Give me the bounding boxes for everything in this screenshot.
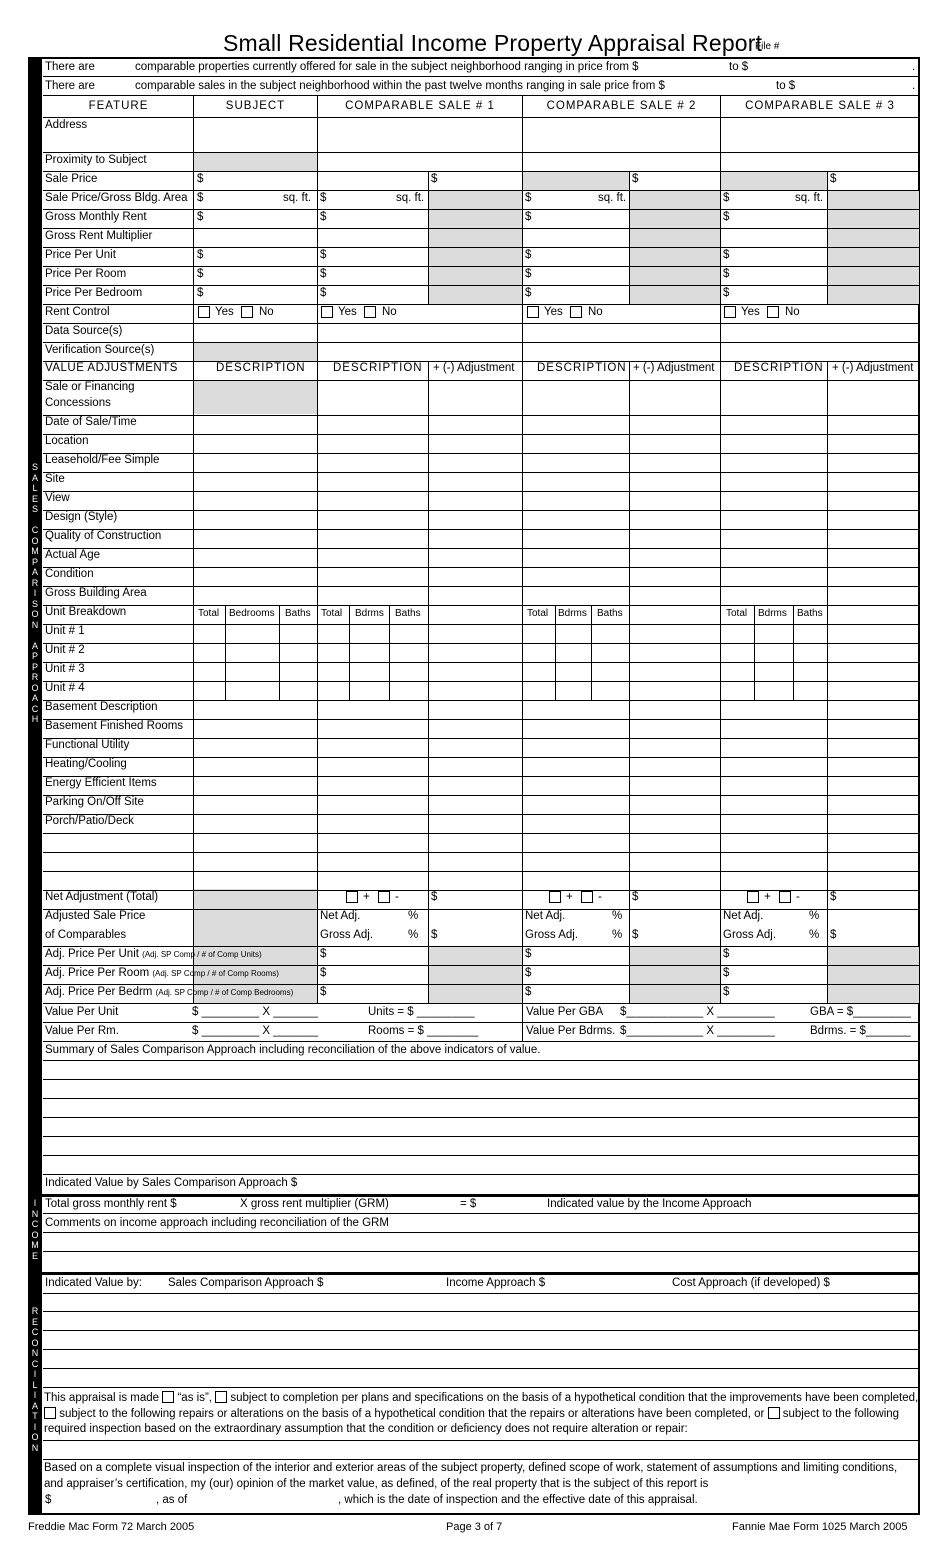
label-functional-utility: Functional Utility bbox=[45, 739, 130, 751]
shaded-cell bbox=[429, 946, 522, 1003]
comp2-dollar-3: $ bbox=[525, 287, 532, 299]
comp2-rent-control-no-checkbox[interactable] bbox=[570, 306, 582, 318]
rule-line bbox=[43, 76, 919, 77]
subject-rent-control-yes-checkbox[interactable] bbox=[198, 306, 210, 318]
rule-line bbox=[43, 190, 919, 191]
listing-there-are: There are bbox=[45, 61, 95, 73]
subject-to-inspection-checkbox[interactable] bbox=[768, 1407, 780, 1419]
header-comp2: COMPARABLE SALE # 2 bbox=[546, 100, 697, 112]
label-verification: Verification Source(s) bbox=[45, 344, 155, 356]
comp1-net-plus-checkbox[interactable] bbox=[346, 891, 358, 903]
rule-line bbox=[43, 1232, 919, 1233]
comp3-adj-dollar-0: $ bbox=[723, 948, 730, 960]
rule-line bbox=[43, 228, 919, 229]
comp3-net-minus-checkbox[interactable] bbox=[779, 891, 791, 903]
comp3-adj-dollar-1: $ bbox=[723, 967, 730, 979]
comp2-bdrms-header: Bdrms bbox=[558, 608, 587, 619]
label-view: View bbox=[45, 492, 70, 504]
column-line bbox=[522, 1003, 523, 1041]
comp1-adjusted-dollar: $ bbox=[431, 929, 438, 941]
comp3-gross-adj-pct: % bbox=[809, 929, 820, 941]
label-date-of-sale: Date of Sale/Time bbox=[45, 416, 137, 428]
rule-line bbox=[43, 117, 919, 118]
label-adjusted-sale-price: Adjusted Sale Price bbox=[45, 910, 146, 922]
column-line bbox=[193, 95, 194, 1003]
header-comp1: COMPARABLE SALE # 1 bbox=[345, 100, 495, 112]
comp1-total-header: Total bbox=[321, 608, 343, 619]
comp1-net-dollar: $ bbox=[431, 891, 438, 903]
comp3-net-adj-pct: % bbox=[809, 910, 820, 922]
recon-cost: Cost Approach (if developed) $ bbox=[672, 1277, 830, 1289]
comp3-net-plus-checkbox[interactable] bbox=[747, 891, 759, 903]
label-parking: Parking On/Off Site bbox=[45, 796, 144, 808]
comp3-sale-price-dollar: $ bbox=[830, 173, 837, 185]
summary-label: Summary of Sales Comparison Approach including reconciliation of the above indicators of value. bbox=[45, 1044, 541, 1056]
comp1-plus-label: + bbox=[363, 891, 370, 903]
file-number-label: File # bbox=[755, 41, 780, 52]
comp3-spgba-dollar: $ bbox=[723, 192, 730, 204]
label-proximity: Proximity to Subject bbox=[45, 154, 147, 166]
rule-line bbox=[43, 1213, 919, 1214]
comp3-no-label: No bbox=[785, 306, 800, 318]
rule-line bbox=[43, 472, 919, 473]
comp2-spgba-dollar: $ bbox=[525, 192, 532, 204]
column-line bbox=[827, 361, 828, 1003]
rule-line bbox=[43, 984, 919, 985]
column-line bbox=[349, 605, 350, 700]
rule-line bbox=[43, 1330, 919, 1331]
rule-line bbox=[43, 1368, 919, 1369]
label-heating-cooling: Heating/Cooling bbox=[45, 758, 127, 770]
column-line bbox=[555, 605, 556, 700]
comp3-dollar-2: $ bbox=[723, 268, 730, 280]
label-unit-3: Unit # 3 bbox=[45, 663, 85, 675]
final-as-of: , as of bbox=[156, 1494, 188, 1506]
comp1-rent-control-no-checkbox[interactable] bbox=[364, 306, 376, 318]
comp2-sqft: sq. ft. bbox=[598, 192, 627, 204]
footer-freddie-mac: Freddie Mac Form 72 March 2005 bbox=[28, 1521, 195, 1533]
column-line bbox=[279, 605, 280, 700]
column-line bbox=[317, 95, 318, 1003]
rule-line bbox=[43, 491, 919, 492]
income-eq: = $ bbox=[460, 1198, 477, 1210]
column-line bbox=[225, 605, 226, 700]
comp3-dollar-3: $ bbox=[723, 287, 730, 299]
label-unit-breakdown: Unit Breakdown bbox=[45, 606, 127, 618]
rule-line bbox=[43, 757, 919, 758]
label-of-comparables: of Comparables bbox=[45, 929, 127, 941]
comp1-net-adj-pct: % bbox=[408, 910, 419, 922]
rule-line bbox=[43, 833, 919, 834]
rule-line bbox=[43, 946, 919, 947]
rule-line bbox=[43, 1098, 919, 1099]
comp3-plus-label: + bbox=[764, 891, 771, 903]
subject-no-label: No bbox=[259, 306, 274, 318]
rule-line bbox=[43, 567, 919, 568]
comp3-sqft: sq. ft. bbox=[795, 192, 824, 204]
shaded-cell bbox=[721, 172, 827, 190]
label-sale-price: Sale Price bbox=[45, 173, 98, 185]
income-grm: X gross rent multiplier (GRM) bbox=[240, 1198, 389, 1210]
rule-line bbox=[43, 1174, 919, 1175]
sales-end: . bbox=[912, 80, 916, 92]
comp3-gross-adj-label: Gross Adj. bbox=[723, 929, 777, 941]
sales-there-are: There are bbox=[45, 80, 95, 92]
comp3-dollar-0: $ bbox=[723, 211, 730, 223]
subject-dollar-0: $ bbox=[197, 211, 204, 223]
column-line bbox=[591, 605, 592, 700]
rule-line bbox=[43, 624, 919, 625]
section-sidebar bbox=[28, 57, 42, 1515]
column-line bbox=[389, 605, 390, 700]
rule-line bbox=[43, 1311, 919, 1312]
comp3-net-dollar: $ bbox=[830, 891, 837, 903]
comp3-dollar-1: $ bbox=[723, 249, 730, 261]
label-location: Location bbox=[45, 435, 89, 447]
rule-line bbox=[43, 548, 919, 549]
rule-line bbox=[43, 662, 919, 663]
comp1-bdrms-header: Bdrms bbox=[355, 608, 384, 619]
comp2-baths-header: Baths bbox=[597, 608, 623, 619]
rule-line bbox=[43, 909, 919, 910]
comp2-dollar-0: $ bbox=[525, 211, 532, 223]
label-basement: Basement Description bbox=[45, 701, 158, 713]
column-line bbox=[629, 171, 630, 304]
value-per-room-expr: $ _________ X _______ bbox=[192, 1025, 318, 1037]
label-actual-age: Actual Age bbox=[45, 549, 100, 561]
comp1-minus-label: - bbox=[395, 891, 399, 903]
comp2-net-plus-checkbox[interactable] bbox=[549, 891, 561, 903]
rule-line bbox=[43, 453, 919, 454]
footer-page-number: Page 3 of 7 bbox=[446, 1521, 503, 1533]
column-line bbox=[522, 95, 523, 1003]
comp2-description-header: DESCRIPTION bbox=[537, 362, 627, 374]
shaded-cell bbox=[630, 946, 720, 1003]
recon-indicated-label: Indicated Value by: bbox=[45, 1277, 142, 1289]
label-condition: Condition bbox=[45, 568, 94, 580]
comp1-dollar-0: $ bbox=[320, 211, 327, 223]
comp1-gross-adj-pct: % bbox=[408, 929, 419, 941]
rule-line bbox=[43, 266, 919, 267]
label-design: Design (Style) bbox=[45, 511, 118, 523]
comp1-dollar-1: $ bbox=[320, 249, 327, 261]
column-line bbox=[754, 605, 755, 700]
comp2-dollar-1: $ bbox=[525, 249, 532, 261]
comp3-baths-header: Baths bbox=[797, 608, 823, 619]
rule-line bbox=[43, 795, 919, 796]
value-per-gba-expr: $____________ X _________ bbox=[620, 1006, 775, 1018]
income-indicated: Indicated value by the Income Approach bbox=[547, 1198, 752, 1210]
subject-sale-price-dollar: $ bbox=[197, 173, 204, 185]
comp3-total-header: Total bbox=[726, 608, 748, 619]
subject-dollar-1: $ bbox=[197, 249, 204, 261]
rule-line bbox=[43, 681, 919, 682]
footer-fannie-mae: Fannie Mae Form 1025 March 2005 bbox=[732, 1521, 908, 1533]
comp2-adj-dollar-1: $ bbox=[525, 967, 532, 979]
label-value-adjustments: VALUE ADJUSTMENTS bbox=[45, 362, 178, 374]
subject-to-completion-checkbox[interactable] bbox=[215, 1391, 227, 1403]
comp2-no-label: No bbox=[588, 306, 603, 318]
rule-line bbox=[43, 1387, 919, 1388]
rule-line bbox=[43, 1060, 919, 1061]
subject-dollar-2: $ bbox=[197, 268, 204, 280]
rule-line bbox=[43, 1440, 919, 1441]
comp3-adj-dollar-2: $ bbox=[723, 986, 730, 998]
rule-line bbox=[43, 965, 919, 966]
rule-line bbox=[43, 738, 919, 739]
page-title: Small Residential Income Property Appraisal Report bbox=[223, 30, 763, 56]
sales-to: to $ bbox=[776, 80, 796, 92]
label-porch: Porch/Patio/Deck bbox=[45, 815, 134, 827]
comp2-gross-adj-label: Gross Adj. bbox=[525, 929, 579, 941]
value-per-gba-eq: GBA = $_________ bbox=[810, 1006, 911, 1018]
label-energy: Energy Efficient Items bbox=[45, 777, 157, 789]
rule-line bbox=[43, 380, 919, 381]
label-value-per-gba: Value Per GBA bbox=[526, 1006, 604, 1018]
rule-line bbox=[43, 95, 919, 96]
income-comments: Comments on income approach including reconciliation of the GRM bbox=[45, 1217, 389, 1229]
comp1-sqft: sq. ft. bbox=[396, 192, 425, 204]
comp1-adj-dollar-0: $ bbox=[320, 948, 327, 960]
value-per-room-rooms: Rooms = $ ________ bbox=[368, 1025, 479, 1037]
comp1-net-minus-checkbox[interactable] bbox=[378, 891, 390, 903]
rule-line bbox=[43, 1459, 919, 1460]
comp1-description-header: DESCRIPTION bbox=[333, 362, 423, 374]
label-gba: Gross Building Area bbox=[45, 587, 147, 599]
label-concessions: Concessions bbox=[45, 397, 111, 409]
comp2-yes-label: Yes bbox=[544, 306, 563, 318]
rule-line bbox=[43, 1022, 919, 1023]
subject-total-header: Total bbox=[198, 608, 220, 619]
comp1-adj-dollar-1: $ bbox=[320, 967, 327, 979]
comp2-dollar-2: $ bbox=[525, 268, 532, 280]
label-quality: Quality of Construction bbox=[45, 530, 162, 542]
rule-line bbox=[43, 1003, 919, 1004]
based-on-paragraph: Based on a complete visual inspection of the interior and exterior areas of the subject property, defined scope of work, statement of assumptions and limiting conditions, and appraiser’s certification, my (our) opinion of the market value, as defined, of the real property that is the subject of this report is bbox=[44, 1462, 898, 1490]
rule-line bbox=[43, 1136, 919, 1137]
column-line bbox=[793, 605, 794, 700]
subject-sqft: sq. ft. bbox=[283, 192, 312, 204]
comp1-dollar-2: $ bbox=[320, 268, 327, 280]
header-comp3: COMPARABLE SALE # 3 bbox=[745, 100, 895, 112]
rule-line bbox=[43, 1041, 919, 1042]
comp3-rent-control-no-checkbox[interactable] bbox=[767, 306, 779, 318]
shaded-cell bbox=[523, 172, 629, 190]
label-unit-4: Unit # 4 bbox=[45, 682, 85, 694]
label-address: Address bbox=[45, 119, 88, 131]
label-leasehold: Leasehold/Fee Simple bbox=[45, 454, 160, 466]
comp2-adjusted-dollar: $ bbox=[632, 929, 639, 941]
rule-line bbox=[43, 605, 919, 606]
reconciliation-separator bbox=[28, 1272, 920, 1275]
rule-line bbox=[43, 171, 919, 172]
value-per-bdrms-eq: Bdrms. = $_______ bbox=[810, 1025, 911, 1037]
subject-rent-control-no-checkbox[interactable] bbox=[241, 306, 253, 318]
rule-line bbox=[43, 1079, 919, 1080]
comp3-adjusted-dollar: $ bbox=[830, 929, 837, 941]
final-value-dollar: $ bbox=[45, 1494, 52, 1506]
comp2-rent-control-yes-checkbox[interactable] bbox=[527, 306, 539, 318]
final-effective-date-text: , which is the date of inspection and the effective date of this appraisal. bbox=[338, 1494, 698, 1506]
subject-dollar-3: $ bbox=[197, 287, 204, 299]
comp1-sale-price-dollar: $ bbox=[431, 173, 438, 185]
recon-sca: Sales Comparison Approach $ bbox=[168, 1277, 324, 1289]
comp1-rent-control-yes-checkbox[interactable] bbox=[321, 306, 333, 318]
subject-bedrooms-header: Bedrooms bbox=[229, 608, 275, 619]
comp3-bdrms-header: Bdrms bbox=[758, 608, 787, 619]
comp1-gross-adj-label: Gross Adj. bbox=[320, 929, 374, 941]
value-per-unit-expr: $ _________ X _______ bbox=[192, 1006, 318, 1018]
rule-line bbox=[43, 304, 919, 305]
column-line bbox=[720, 95, 721, 1003]
label-sp-gba: Sale Price/Gross Bldg. Area bbox=[45, 192, 188, 204]
income-separator bbox=[28, 1194, 920, 1197]
comp1-net-adj-label: Net Adj. bbox=[320, 910, 361, 922]
as-is-checkbox[interactable] bbox=[162, 1391, 174, 1403]
rule-line bbox=[43, 776, 919, 777]
listing-end: . bbox=[912, 61, 916, 73]
rule-line bbox=[43, 342, 919, 343]
comp1-adjustment-header: + (-) Adjustment bbox=[433, 362, 515, 374]
rule-line bbox=[43, 209, 919, 210]
value-per-unit-units: Units = $ _________ bbox=[368, 1006, 475, 1018]
reconciliation-side-label: R E C O N C I L I A T I O N bbox=[31, 1306, 39, 1453]
label-adj-price-per-bedrm: Adj. Price Per Bedrm (Adj. SP Comp / # of Comp Bedrooms) bbox=[45, 986, 294, 998]
shaded-cell bbox=[194, 153, 317, 171]
comp3-adjustment-header: + (-) Adjustment bbox=[832, 362, 914, 374]
label-data-sources: Data Source(s) bbox=[45, 325, 123, 337]
rule-line bbox=[43, 852, 919, 853]
rule-line bbox=[43, 586, 919, 587]
comp2-adjustment-header: + (-) Adjustment bbox=[633, 362, 715, 374]
comp1-adj-dollar-2: $ bbox=[320, 986, 327, 998]
sales-range-text: comparable sales in the subject neighborhood within the past twelve months ranging in sale price from $ bbox=[135, 80, 665, 92]
comp2-gross-adj-pct: % bbox=[612, 929, 623, 941]
column-line bbox=[629, 361, 630, 1003]
rule-line bbox=[43, 700, 919, 701]
recon-income: Income Approach $ bbox=[446, 1277, 546, 1289]
rule-line bbox=[43, 1117, 919, 1118]
comp3-description-header: DESCRIPTION bbox=[734, 362, 824, 374]
comp3-minus-label: - bbox=[796, 891, 800, 903]
rule-line bbox=[43, 1251, 919, 1252]
comp2-sale-price-dollar: $ bbox=[632, 173, 639, 185]
listing-to: to $ bbox=[729, 61, 749, 73]
listing-range-text: comparable properties currently offered for sale in the subject neighborhood ranging in price from $ bbox=[135, 61, 639, 73]
sales-comparison-side-label: S A L E S C O M P A R I S O N A P P R O A C H bbox=[31, 462, 39, 724]
comp2-plus-label: + bbox=[566, 891, 573, 903]
rule-line bbox=[43, 415, 919, 416]
rule-line bbox=[43, 434, 919, 435]
subject-description-header: DESCRIPTION bbox=[216, 362, 306, 374]
comp3-rent-control-yes-checkbox[interactable] bbox=[724, 306, 736, 318]
comp1-no-label: No bbox=[382, 306, 397, 318]
label-site: Site bbox=[45, 473, 65, 485]
rule-line bbox=[43, 285, 919, 286]
indicated-value-sca: Indicated Value by Sales Comparison Approach $ bbox=[45, 1177, 298, 1189]
label-unit-2: Unit # 2 bbox=[45, 644, 85, 656]
rule-line bbox=[43, 510, 919, 511]
comp1-yes-label: Yes bbox=[338, 306, 357, 318]
label-value-per-bdrms: Value Per Bdrms. bbox=[526, 1025, 616, 1037]
subject-yes-label: Yes bbox=[215, 306, 234, 318]
comp2-adj-dollar-2: $ bbox=[525, 986, 532, 998]
value-per-bdrms-expr: $____________ X _________ bbox=[620, 1025, 775, 1037]
comp1-dollar-3: $ bbox=[320, 287, 327, 299]
label-price-per-unit: Price Per Unit bbox=[45, 249, 116, 261]
label-price-per-room: Price Per Room bbox=[45, 268, 127, 280]
label-adj-price-per-unit: Adj. Price Per Unit (Adj. SP Comp / # of Comp Units) bbox=[45, 948, 262, 960]
header-subject: SUBJECT bbox=[225, 100, 286, 112]
label-unit-1: Unit # 1 bbox=[45, 625, 85, 637]
column-line bbox=[428, 171, 429, 304]
label-gross-monthly-rent: Gross Monthly Rent bbox=[45, 211, 147, 223]
label-grm: Gross Rent Multiplier bbox=[45, 230, 153, 242]
rule-line bbox=[43, 152, 919, 153]
income-gross-rent: Total gross monthly rent $ bbox=[45, 1198, 177, 1210]
label-rent-control: Rent Control bbox=[45, 306, 110, 318]
comp2-net-minus-checkbox[interactable] bbox=[581, 891, 593, 903]
subject-to-repairs-checkbox[interactable] bbox=[44, 1407, 56, 1419]
rule-line bbox=[43, 323, 919, 324]
rule-line bbox=[43, 814, 919, 815]
comp1-baths-header: Baths bbox=[395, 608, 421, 619]
rule-line bbox=[43, 247, 919, 248]
comp1-spgba-dollar: $ bbox=[320, 192, 327, 204]
appraisal-made-paragraph: This appraisal is made “as is”, subject to completion per plans and specifications on the basis of a hypothetical condition that the improvements have been completed, subject to the following repairs or alterations on the basis of a hypothetical condition that the repairs or alterations have been completed, or subject to the following required inspection based on the extraordinary assumption that the condition or deficiency does not require alteration or repair: bbox=[44, 1392, 919, 1435]
label-sale-financing: Sale or Financing bbox=[45, 381, 135, 393]
column-line bbox=[428, 361, 429, 1003]
shaded-cell bbox=[828, 946, 919, 1003]
subject-spgba-dollar: $ bbox=[197, 192, 204, 204]
comp3-net-adj-label: Net Adj. bbox=[723, 910, 764, 922]
comp2-total-header: Total bbox=[527, 608, 549, 619]
label-net-adjustment: Net Adjustment (Total) bbox=[45, 891, 159, 903]
label-value-per-unit: Value Per Unit bbox=[45, 1006, 119, 1018]
rule-line bbox=[43, 643, 919, 644]
label-price-per-bedroom: Price Per Bedroom bbox=[45, 287, 143, 299]
shaded-cell bbox=[194, 343, 317, 361]
label-basement-rooms: Basement Finished Rooms bbox=[45, 720, 184, 732]
income-side-label: I N C O M E bbox=[31, 1198, 39, 1261]
rule-line bbox=[43, 871, 919, 872]
rule-line bbox=[43, 529, 919, 530]
label-value-per-room: Value Per Rm. bbox=[45, 1025, 119, 1037]
column-line bbox=[827, 171, 828, 304]
comp2-net-adj-label: Net Adj. bbox=[525, 910, 566, 922]
rule-line bbox=[43, 1293, 919, 1294]
header-feature: FEATURE bbox=[88, 100, 149, 112]
comp2-minus-label: - bbox=[598, 891, 602, 903]
comp2-adj-dollar-0: $ bbox=[525, 948, 532, 960]
comp2-net-dollar: $ bbox=[632, 891, 639, 903]
comp2-net-adj-pct: % bbox=[612, 910, 623, 922]
rule-line bbox=[43, 1155, 919, 1156]
rule-line bbox=[43, 1349, 919, 1350]
shaded-cell bbox=[194, 380, 317, 414]
subject-baths-header: Baths bbox=[285, 608, 311, 619]
label-adj-price-per-room: Adj. Price Per Room (Adj. SP Comp / # of Comp Rooms) bbox=[45, 967, 279, 979]
comp3-yes-label: Yes bbox=[741, 306, 760, 318]
